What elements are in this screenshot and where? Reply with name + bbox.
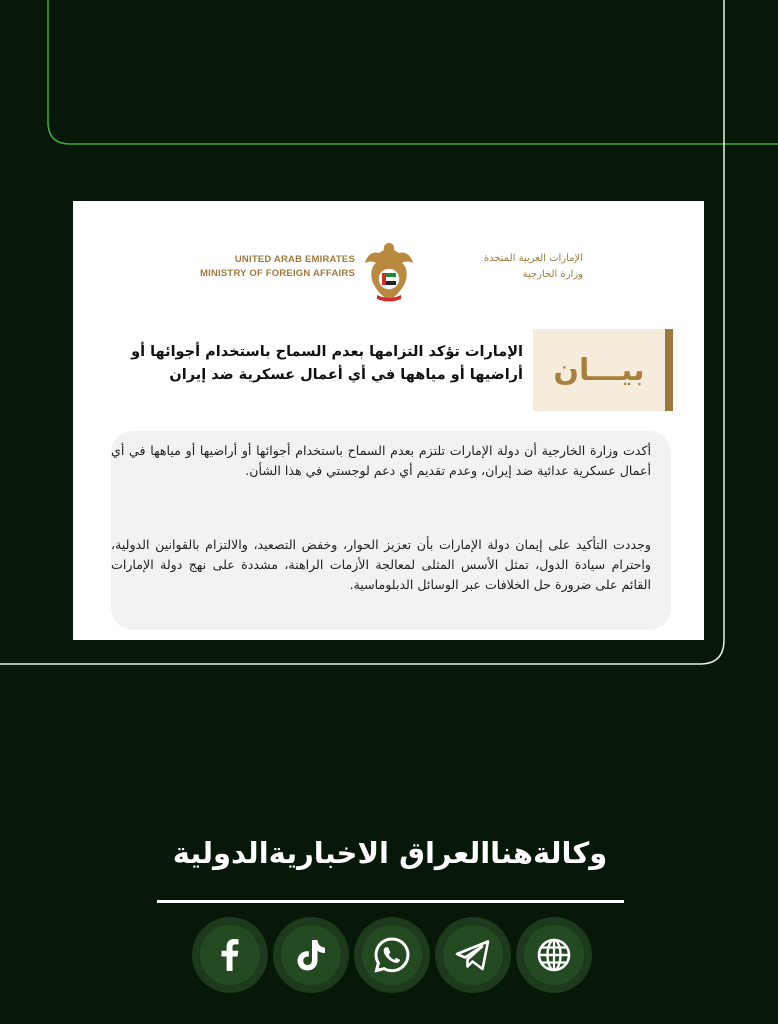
- social-links: [192, 918, 592, 992]
- whatsapp-link[interactable]: [354, 917, 430, 993]
- statement-paragraph-2: وجددت التأكيد على إيمان دولة الإمارات بأن تعزيز الحوار، وخفض التصعيد، والالتزام بالقوانين الدولية، واحترام سيادة الدول، تمثل الأسس المثلى لمعالجة الأزمات الراهنة، مشددة على نهج دولة الإمارات القائم على ضرورة حل الخلافات عبر الوسائل الدبلوماسية.: [111, 537, 651, 592]
- globe-icon: [534, 935, 574, 975]
- uae-falcon-emblem-icon: [361, 239, 417, 305]
- agency-divider: [157, 900, 624, 903]
- website-link[interactable]: [516, 917, 592, 993]
- tiktok-link[interactable]: [273, 917, 349, 993]
- tiktok-icon: [291, 935, 331, 975]
- statement-headline: الإمارات تؤكد التزامها بعدم السماح باستخدام أجوائها أو أراضيها أو مياهها في أي أعمال عسكرية ضد إيران: [131, 344, 523, 383]
- statement-paragraph-1: أكدت وزارة الخارجية أن دولة الإمارات تلتزم بعدم السماح باستخدام أجوائها أو أراضيها أو مياهها في أي أعمال عسكرية عدائية ضد إيران، وعدم تقديم أي دعم لوجستي في هذا الشأن.: [111, 443, 651, 478]
- facebook-link[interactable]: [192, 917, 268, 993]
- telegram-link[interactable]: [435, 917, 511, 993]
- agency-name: وكالةهناالعراق الاخباريةالدولية: [172, 836, 608, 870]
- whatsapp-icon: [372, 935, 412, 975]
- letterhead-arabic: الإمارات العربية المتحدة وزارة الخارجية: [483, 253, 583, 280]
- telegram-icon: [453, 935, 493, 975]
- statement-document: [73, 201, 704, 640]
- statement-badge: [533, 329, 673, 411]
- letterhead-english: UNITED ARAB EMIRATES MINISTRY OF FOREIGN AFFAIRS: [200, 254, 355, 279]
- statement-badge-label: بيـــان: [553, 352, 645, 388]
- facebook-icon: [210, 935, 250, 975]
- letterhead: [73, 239, 704, 305]
